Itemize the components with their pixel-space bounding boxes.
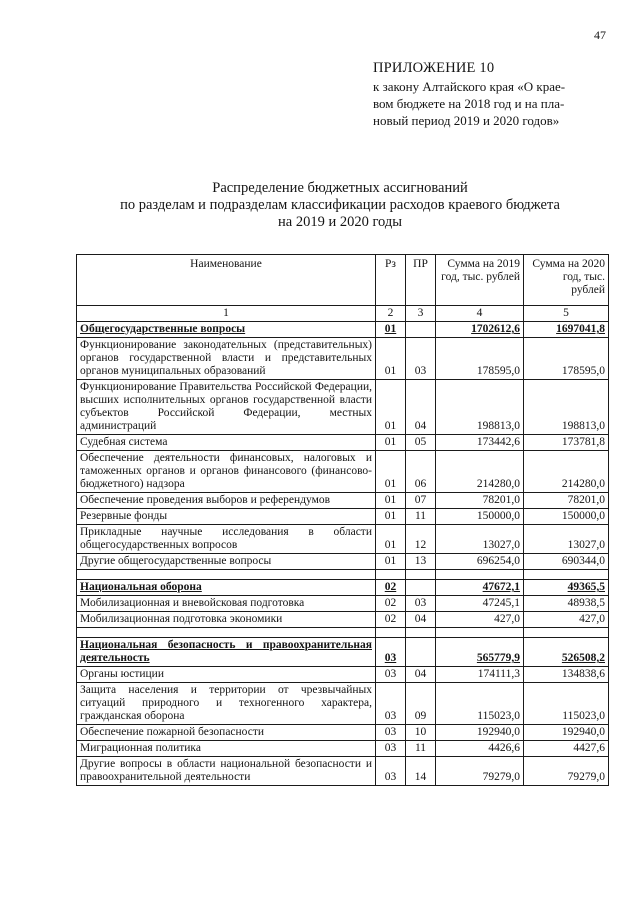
row-sum-2019: 178595,0 — [436, 338, 524, 380]
row-rz: 03 — [376, 683, 406, 725]
row-sum-2020: 79279,0 — [524, 757, 609, 786]
row-sum-2020: 526508,2 — [524, 638, 609, 667]
column-number: 5 — [524, 306, 609, 322]
row-name: Другие вопросы в области национальной безопасности и правоохранительной деятельности — [77, 757, 376, 786]
row-pr: 04 — [406, 380, 436, 435]
column-number: 3 — [406, 306, 436, 322]
spacer-row — [77, 628, 609, 638]
row-name: Функционирование законодательных (представительных) органов государственной власти и представительных органов муниципальных образований — [77, 338, 376, 380]
row-sum-2019: 173442,6 — [436, 435, 524, 451]
section-row — [77, 580, 609, 596]
row-sum-2020: 115023,0 — [524, 683, 609, 725]
row-rz: 02 — [376, 612, 406, 628]
row-rz: 01 — [376, 493, 406, 509]
row-pr: 13 — [406, 554, 436, 570]
section-row — [77, 322, 609, 338]
row-sum-2019: 150000,0 — [436, 509, 524, 525]
table-row — [77, 554, 609, 570]
table-row — [77, 451, 609, 493]
row-rz: 01 — [376, 451, 406, 493]
spacer-cell — [406, 628, 436, 638]
spacer-cell — [77, 628, 376, 638]
row-sum-2020: 48938,5 — [524, 596, 609, 612]
header-pr: ПР — [406, 255, 436, 306]
header-sum-2019: Сумма на 2019 год, тыс. рублей — [436, 255, 524, 306]
appendix-block — [373, 60, 613, 129]
column-number: 4 — [436, 306, 524, 322]
row-sum-2019: 47245,1 — [436, 596, 524, 612]
row-pr — [406, 638, 436, 667]
row-sum-2020: 690344,0 — [524, 554, 609, 570]
spacer-cell — [406, 570, 436, 580]
row-sum-2020: 198813,0 — [524, 380, 609, 435]
row-sum-2020: 192940,0 — [524, 725, 609, 741]
spacer-cell — [376, 628, 406, 638]
row-name: Защита населения и территории от чрезвычайных ситуаций природного и техногенного характера, гражданская оборона — [77, 683, 376, 725]
spacer-cell — [77, 570, 376, 580]
header-rz: Рз — [376, 255, 406, 306]
row-name: Прикладные научные исследования в области общегосударственных вопросов — [77, 525, 376, 554]
section-row — [77, 638, 609, 667]
row-sum-2020: 173781,8 — [524, 435, 609, 451]
row-pr: 09 — [406, 683, 436, 725]
row-sum-2020: 78201,0 — [524, 493, 609, 509]
row-rz: 01 — [376, 322, 406, 338]
row-rz: 03 — [376, 638, 406, 667]
appendix-line: новый период 2019 и 2020 годов» — [373, 113, 560, 128]
table-row — [77, 757, 609, 786]
row-pr: 03 — [406, 596, 436, 612]
row-pr: 03 — [406, 338, 436, 380]
row-name: Обеспечение деятельности финансовых, налоговых и таможенных органов и органов финансового (финансово-бюджетного) надзора — [77, 451, 376, 493]
row-pr: 10 — [406, 725, 436, 741]
row-sum-2020: 150000,0 — [524, 509, 609, 525]
row-name: Резервные фонды — [77, 509, 376, 525]
spacer-cell — [524, 628, 609, 638]
page-number: 47 — [594, 28, 606, 42]
row-pr: 07 — [406, 493, 436, 509]
document-title — [60, 180, 620, 231]
spacer-cell — [524, 570, 609, 580]
table-row — [77, 725, 609, 741]
row-sum-2019: 214280,0 — [436, 451, 524, 493]
row-rz: 01 — [376, 554, 406, 570]
row-sum-2019: 13027,0 — [436, 525, 524, 554]
row-pr: 11 — [406, 741, 436, 757]
spacer-row — [77, 570, 609, 580]
row-sum-2019: 1702612,6 — [436, 322, 524, 338]
row-sum-2019: 198813,0 — [436, 380, 524, 435]
row-pr: 05 — [406, 435, 436, 451]
row-pr: 14 — [406, 757, 436, 786]
row-pr: 06 — [406, 451, 436, 493]
row-rz: 03 — [376, 725, 406, 741]
row-sum-2019: 79279,0 — [436, 757, 524, 786]
column-number: 1 — [77, 306, 376, 322]
table-row — [77, 667, 609, 683]
title-line: Распределение бюджетных ассигнований — [212, 180, 468, 196]
row-pr: 04 — [406, 612, 436, 628]
row-name: Национальная безопасность и правоохранительная деятельность — [77, 638, 376, 667]
row-sum-2020: 13027,0 — [524, 525, 609, 554]
row-rz: 03 — [376, 667, 406, 683]
row-name: Обеспечение проведения выборов и референдумов — [77, 493, 376, 509]
row-sum-2019: 47672,1 — [436, 580, 524, 596]
column-number-row — [77, 306, 609, 322]
row-rz: 01 — [376, 380, 406, 435]
table-row — [77, 338, 609, 380]
row-rz: 01 — [376, 525, 406, 554]
row-sum-2019: 696254,0 — [436, 554, 524, 570]
row-name: Мобилизационная и вневойсковая подготовка — [77, 596, 376, 612]
spacer-cell — [436, 570, 524, 580]
row-sum-2020: 178595,0 — [524, 338, 609, 380]
row-name: Общегосударственные вопросы — [77, 322, 376, 338]
row-name: Функционирование Правительства Российской Федерации, высших исполнительных органов государственной власти субъектов Российской Федерации, местных администраций — [77, 380, 376, 435]
spacer-cell — [436, 628, 524, 638]
row-rz: 01 — [376, 338, 406, 380]
row-sum-2019: 427,0 — [436, 612, 524, 628]
row-rz: 03 — [376, 757, 406, 786]
row-rz: 03 — [376, 741, 406, 757]
table-row — [77, 525, 609, 554]
row-name: Мобилизационная подготовка экономики — [77, 612, 376, 628]
row-rz: 01 — [376, 435, 406, 451]
row-sum-2019: 565779,9 — [436, 638, 524, 667]
appendix-line: вом бюджете на 2018 год и на пла- — [373, 96, 565, 111]
row-rz: 02 — [376, 580, 406, 596]
table-row — [77, 741, 609, 757]
table-row — [77, 612, 609, 628]
row-name: Обеспечение пожарной безопасности — [77, 725, 376, 741]
header-name: Наименование — [77, 255, 376, 306]
row-sum-2019: 174111,3 — [436, 667, 524, 683]
table-body — [77, 322, 609, 786]
appendix-heading: ПРИЛОЖЕНИЕ 10 — [373, 60, 495, 76]
table-row — [77, 683, 609, 725]
row-sum-2020: 4427,6 — [524, 741, 609, 757]
row-sum-2019: 4426,6 — [436, 741, 524, 757]
row-name: Органы юстиции — [77, 667, 376, 683]
table-row — [77, 596, 609, 612]
row-pr: 11 — [406, 509, 436, 525]
row-sum-2020: 49365,5 — [524, 580, 609, 596]
row-sum-2019: 78201,0 — [436, 493, 524, 509]
column-number: 2 — [376, 306, 406, 322]
row-rz: 01 — [376, 509, 406, 525]
table-header-row — [77, 255, 609, 306]
table-row — [77, 493, 609, 509]
row-rz: 02 — [376, 596, 406, 612]
row-name: Судебная система — [77, 435, 376, 451]
row-sum-2019: 192940,0 — [436, 725, 524, 741]
row-sum-2020: 1697041,8 — [524, 322, 609, 338]
budget-table — [76, 254, 609, 786]
row-pr: 04 — [406, 667, 436, 683]
row-sum-2020: 134838,6 — [524, 667, 609, 683]
appendix-line: к закону Алтайского края «О крае- — [373, 79, 566, 94]
spacer-cell — [376, 570, 406, 580]
row-pr — [406, 322, 436, 338]
table-row — [77, 509, 609, 525]
header-sum-2020: Сумма на 2020 год, тыс. рублей — [524, 255, 609, 306]
row-name: Национальная оборона — [77, 580, 376, 596]
row-name: Миграционная политика — [77, 741, 376, 757]
row-pr: 12 — [406, 525, 436, 554]
table-row — [77, 380, 609, 435]
row-sum-2020: 427,0 — [524, 612, 609, 628]
title-line: на 2019 и 2020 годы — [278, 214, 402, 230]
title-line: по разделам и подразделам классификации расходов краевого бюджета — [120, 197, 560, 213]
row-name: Другие общегосударственные вопросы — [77, 554, 376, 570]
row-pr — [406, 580, 436, 596]
row-sum-2019: 115023,0 — [436, 683, 524, 725]
table-row — [77, 435, 609, 451]
row-sum-2020: 214280,0 — [524, 451, 609, 493]
